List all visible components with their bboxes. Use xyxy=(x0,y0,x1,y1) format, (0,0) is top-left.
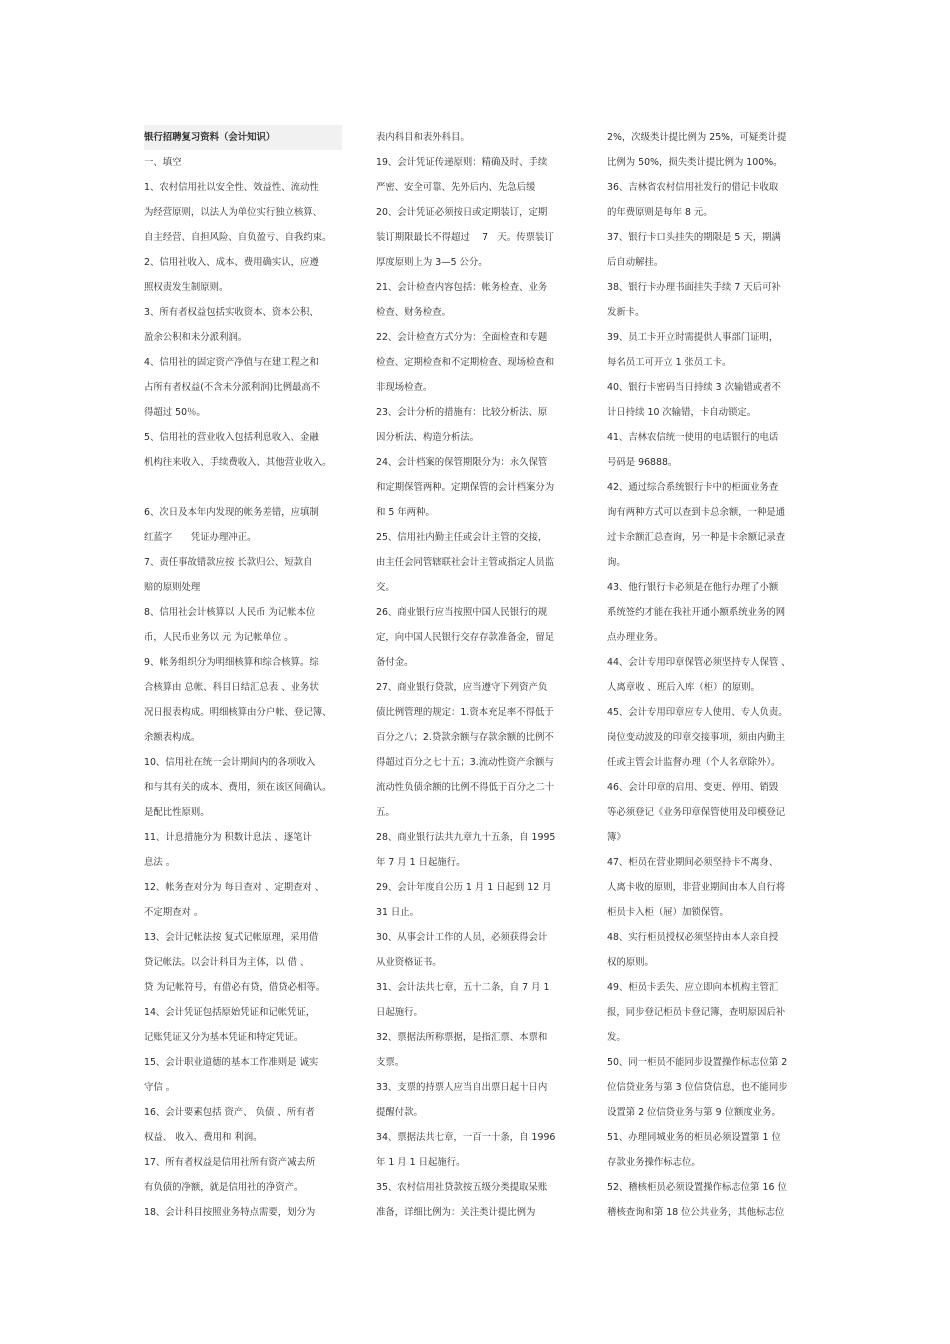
text-line: 检查、定期检查和不定期检查、现场检查和 xyxy=(376,357,555,368)
column-3 xyxy=(607,125,819,1225)
text-line: 人离章收 、班后入库（柜）的原则。 xyxy=(607,682,760,693)
text-line: 45、会计专用印章应专人使用、专人负责。 xyxy=(607,707,788,718)
text-line: 贷记帐法。以会计科目为主体，以 借 、 xyxy=(144,957,310,968)
text-line: 8、信用社会计核算以 人民币 为记帐本位 xyxy=(144,607,316,618)
text-line: 比例为 50%，损失类计提比例为 100%。 xyxy=(607,157,783,168)
text-line: 表内科目和表外科目。 xyxy=(376,132,470,143)
text-line: 柜员卡入柜（屉）加锁保管。 xyxy=(607,907,729,918)
text-line: 红蓝字 凭证办理冲正。 xyxy=(144,532,257,543)
text-line: 和与其有关的成本、费用，须在该区间确认。 xyxy=(144,782,332,793)
text-line: 24、会计档案的保管期限分为：永久保管 xyxy=(376,457,548,468)
text-line: 余额表构成。 xyxy=(144,732,201,743)
text-line: 息法 。 xyxy=(144,857,176,868)
column-1-lines xyxy=(144,150,356,1225)
text-line: 占所有者权益(不含未分派利润)比例最高不 xyxy=(144,382,321,393)
text-line: 3、所有者权益包括实收资本、资本公积、 xyxy=(144,307,319,318)
text-line: 30、从事会计工作的人员，必须获得会计 xyxy=(376,932,548,943)
text-line: 币，人民币业务以 元 为记帐单位 。 xyxy=(144,632,294,643)
text-line: 不定期查对 。 xyxy=(144,907,204,918)
text-line: 10、信用社在统一会计期间内的各项收入 xyxy=(144,757,316,768)
text-line: 准备，详细比例为：关注类计提比例为 xyxy=(376,1207,536,1218)
text-line: 20、会计凭证必须按日或定期装订，定期 xyxy=(376,207,548,218)
text-line: 发。 xyxy=(607,1032,626,1043)
text-line: 32、票据法所称票据，是指汇票、本票和 xyxy=(376,1032,548,1043)
text-line: 的年费原则是每年 8 元。 xyxy=(607,207,713,218)
text-line: 得超过百分之七十五；3.流动性资产余额与 xyxy=(376,757,554,768)
column-2 xyxy=(376,125,588,1225)
text-line: 每名员工可开立 1 张员工卡。 xyxy=(607,357,732,368)
text-line: 11、计息措施分为 积数计息法 、逐笔计 xyxy=(144,832,312,843)
text-line: 号码是 96888。 xyxy=(607,457,678,468)
text-line: 9、帐务组织分为明细核算和综合核算。综 xyxy=(144,657,319,668)
text-line: 因分析法、构造分析法。 xyxy=(376,432,480,443)
text-line: 赔的原则处理 xyxy=(144,582,201,593)
text-line: 16、会计要素包括 资产、 负债 、所有者 xyxy=(144,1107,315,1118)
text-line: 簿》 xyxy=(607,832,626,843)
text-line: 守信 。 xyxy=(144,1082,176,1093)
text-line: 6、次日及本年内发现的帐务差错，应填制 xyxy=(144,507,319,518)
text-line: 50、同一柜员不能同步设置操作标志位第 2 xyxy=(607,1057,788,1068)
text-line: 询。 xyxy=(607,557,626,568)
text-line: 18、会计科目按照业务特点需要，划分为 xyxy=(144,1207,316,1218)
text-line: 35、农村信用社贷款按五级分类提取呆账 xyxy=(376,1182,548,1193)
text-line: 定，向中国人民银行交存存款准备金，留足 xyxy=(376,632,555,643)
text-line: 15、会计职业道德的基本工作准则是 诚实 xyxy=(144,1057,319,1068)
text-line: 2%，次级类计提比例为 25%，可疑类计提 xyxy=(607,132,787,143)
column-2-lines xyxy=(376,125,588,1225)
text-line: 询有两种方式可以查到卡总余额，一种是通 xyxy=(607,507,786,518)
text-line: 38、银行卡办理书面挂失手续 7 天后可补 xyxy=(607,282,781,293)
text-line: 46、会计印章的启用、变更、停用、销毁 xyxy=(607,782,779,793)
text-line: 有负债的净额，就是信用社的净资产。 xyxy=(144,1182,304,1193)
text-line: 一、填空 xyxy=(144,157,182,168)
text-line: 债比例管理的规定：1.资本充足率不得低于 xyxy=(376,707,554,718)
text-line: 岗位变动波及的印章交接事项，须由内勤主 xyxy=(607,732,786,743)
text-line: 交。 xyxy=(376,582,395,593)
text-line: 报，同步登记柜员卡登记簿，查明原因后补 xyxy=(607,1007,786,1018)
text-line: 机构往来收入、手续费收入、其他营业收入。 xyxy=(144,457,332,468)
text-line: 权的原则。 xyxy=(607,957,654,968)
text-line: 系统签约才能在我社开通小额系统业务的网 xyxy=(607,607,786,618)
text-line: 25、信用社内勤主任或会计主管的交接， xyxy=(376,532,548,543)
text-line: 装订期限最长不得超过 7 天。传票装订 xyxy=(376,232,554,243)
text-line: 12、帐务查对分为 每日查对 、定期查对 、 xyxy=(144,882,325,893)
text-line: 计日持续 10 次输错，卡自动锁定。 xyxy=(607,407,757,418)
text-line: 14、会计凭证包括原始凭证和记帐凭证， xyxy=(144,1007,316,1018)
text-line: 况日报表构成。明细核算由分户帐、登记簿、 xyxy=(144,707,332,718)
text-line: 52、稽核柜员必须设置操作标志位第 16 位 xyxy=(607,1182,787,1193)
text-line: 31、会计法共七章，五十二条，自 7 月 1 xyxy=(376,982,550,993)
text-line: 17、所有者权益是信用社所有资产减去所 xyxy=(144,1157,316,1168)
text-line: 48、实行柜员授权必须坚持由本人亲自授 xyxy=(607,932,779,943)
text-line: 31 日止。 xyxy=(376,907,420,918)
text-line: 5、信用社的营业收入包括利息收入、金融 xyxy=(144,432,319,443)
text-line: 照权责发生制原则。 xyxy=(144,282,229,293)
text-line: 点办理业务。 xyxy=(607,632,664,643)
text-line: 从业资格证书。 xyxy=(376,957,442,968)
column-1 xyxy=(144,125,356,1225)
text-line: 过卡余额汇总查询，另一种是卡余额记录查 xyxy=(607,532,786,543)
text-line: 36、吉林省农村信用社发行的借记卡收取 xyxy=(607,182,779,193)
text-line: 流动性负债余额的比例不得低于百分之二十 xyxy=(376,782,555,793)
text-line: 提醒付款。 xyxy=(376,1107,423,1118)
text-line: 26、商业银行应当按照中国人民银行的规 xyxy=(376,607,548,618)
text-line: 41、吉林农信统一使用的电话银行的电话 xyxy=(607,432,779,443)
text-line: 贷 为记帐符号，有借必有贷，借贷必相等。 xyxy=(144,982,326,993)
text-line: 严密、安全可靠、先外后内、先急后缓 xyxy=(376,182,536,193)
text-line: 检查、财务检查。 xyxy=(376,307,452,318)
text-line: 年 1 月 1 日起施行。 xyxy=(376,1157,466,1168)
document-title: 银行招聘复习资料（会计知识） xyxy=(144,125,342,150)
text-line: 和 5 年两种。 xyxy=(376,507,435,518)
text-line: 人离卡收的原则，非营业期间由本人自行将 xyxy=(607,882,786,893)
text-line: 年 7 月 1 日起施行。 xyxy=(376,857,466,868)
text-line: 4、信用社的固定资产净值与在建工程之和 xyxy=(144,357,319,368)
text-line xyxy=(144,475,356,500)
text-line: 40、银行卡密码当日持续 3 次输错或者不 xyxy=(607,382,781,393)
text-line: 厚度原则上为 3—5 公分。 xyxy=(376,257,488,268)
text-line: 非现场检查。 xyxy=(376,382,433,393)
text-line: 19、会计凭证传递原则：精确及时、手续 xyxy=(376,157,548,168)
text-line: 合核算由 总帐、科目日结汇总表 、业务状 xyxy=(144,682,319,693)
text-line: 47、柜员在营业期间必须坚持卡不离身、 xyxy=(607,857,779,868)
text-line: 13、会计记帐法按 复式记帐原理，采用借 xyxy=(144,932,319,943)
text-line: 盈余公积和未分派利润。 xyxy=(144,332,248,343)
text-line: 自主经营、自担风险、自负盈亏、自我约束。 xyxy=(144,232,332,243)
text-line: 为经营原则，以法人为单位实行独立核算、 xyxy=(144,207,323,218)
text-line: 37、银行卡口头挂失的期限是 5 天，期满 xyxy=(607,232,781,243)
text-line: 和定期保管两种。定期保管的会计档案分为 xyxy=(376,482,555,493)
text-line: 日起施行。 xyxy=(376,1007,423,1018)
text-line: 51、办理同城业务的柜员必须设置第 1 位 xyxy=(607,1132,781,1143)
text-line: 记账凭证又分为基本凭证和特定凭证。 xyxy=(144,1032,304,1043)
text-line: 存款业务操作标志位。 xyxy=(607,1157,701,1168)
text-line: 五。 xyxy=(376,807,395,818)
text-line: 28、商业银行法共九章九十五条，自 1995 xyxy=(376,832,556,843)
text-line: 29、会计年度自公历 1 月 1 日起到 12 月 xyxy=(376,882,552,893)
column-3-lines xyxy=(607,125,819,1225)
text-line: 支票。 xyxy=(376,1057,405,1068)
text-line: 44、会计专用印章保管必须坚持专人保管 、 xyxy=(607,657,791,668)
text-line: 43、他行银行卡必须是在他行办理了小额 xyxy=(607,582,779,593)
text-line: 34、票据法共七章，一百一十条，自 1996 xyxy=(376,1132,556,1143)
text-line: 33、支票的持票人应当自出票日起十日内 xyxy=(376,1082,548,1093)
text-line: 1、农村信用社以安全性、效益性、流动性 xyxy=(144,182,319,193)
text-line: 权益、 收入、费用和 利润。 xyxy=(144,1132,263,1143)
text-line: 发新卡。 xyxy=(607,307,645,318)
text-line: 任或主管会计监督办理（个人名章除外）。 xyxy=(607,757,781,768)
text-line: 是配比性原则。 xyxy=(144,807,210,818)
text-line: 得超过 50％。 xyxy=(144,407,206,418)
text-line: 27、商业银行贷款，应当遵守下列资产负 xyxy=(376,682,548,693)
text-line: 备付金。 xyxy=(376,657,414,668)
text-line: 位信贷业务与第 3 位信贷信息，也不能同步 xyxy=(607,1082,788,1093)
text-line: 2、信用社收入、成本、费用确实认，应遵 xyxy=(144,257,319,268)
text-line: 由主任会同管辖联社会计主管或指定人员监 xyxy=(376,557,555,568)
text-line: 42、通过综合系统银行卡中的柜面业务查 xyxy=(607,482,779,493)
text-line: 等必须登记《业务印章保管使用及印模登记 xyxy=(607,807,786,818)
text-line: 百分之八；2.贷款余额与存款余额的比例不 xyxy=(376,732,554,743)
text-line: 22、会计检查方式分为：全面检查和专题 xyxy=(376,332,548,343)
text-line: 21、会计检查内容包括：帐务检查、业务 xyxy=(376,282,548,293)
text-line: 后自动解挂。 xyxy=(607,257,664,268)
text-line: 23、会计分析的措施有：比较分析法、原 xyxy=(376,407,548,418)
text-line: 设置第 2 位信贷业务与第 9 位额度业务。 xyxy=(607,1107,781,1118)
text-line: 稽核查询和第 18 位公共业务，其他标志位 xyxy=(607,1207,785,1218)
text-line: 7、责任事故错款应按 长款归公、短款自 xyxy=(144,557,313,568)
text-line: 49、柜员卡丢失、应立即向本机构主管汇 xyxy=(607,982,779,993)
text-line: 39、员工卡开立时需提供人事部门证明， xyxy=(607,332,779,343)
